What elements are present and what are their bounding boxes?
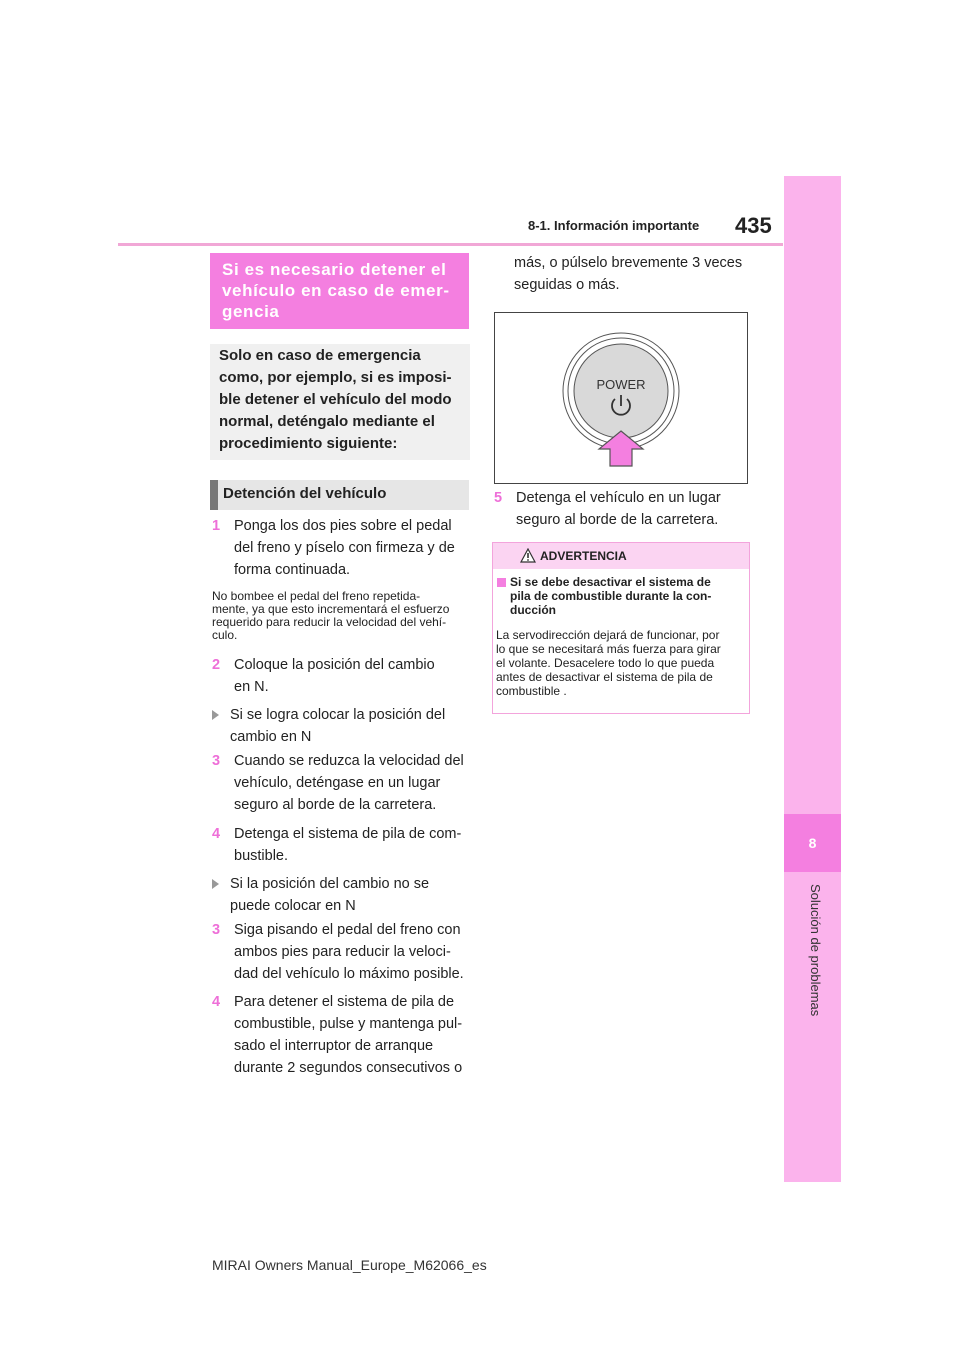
step-text: Siga pisando el pedal del freno con ambos pies para reducir la veloci- dad del vehículo lo máximo posible. [234, 922, 464, 982]
chapter-title: Solución de problemas [808, 884, 823, 1017]
step-text: Detenga el sistema de pila de com- bustible. [234, 826, 462, 864]
warning-subtitle: Si se debe desactivar el sistema de pila de combustible durante la con- ducción [510, 575, 712, 617]
warning-icon [520, 548, 536, 563]
page-number: 435 [735, 213, 772, 238]
continued-step-text: más, o púlselo brevemente 3 veces seguidas o más. [514, 255, 743, 293]
warning-body: La servodirección dejará de funcionar, por lo que se necesitará más fuerza para girar el volante. Desacelere todo lo que pueda antes de desactivar el sistema de pila de combustible . [496, 628, 721, 698]
bullet-text: Si se logra colocar la posición del cambio en N [230, 707, 446, 745]
note-text: No bombee el pedal del freno repetida- mente, ya que esto incrementará el esfuerzo requerido para reducir la velocidad del vehí- culo. [212, 589, 450, 642]
footer-text: MIRAI Owners Manual_Europe_M62066_es [212, 1257, 487, 1273]
bullet-text: Si la posición del cambio no se puede colocar en N [230, 876, 430, 914]
step-number: 2 [212, 657, 221, 673]
section-label: 8-1. Información importante [528, 218, 700, 233]
step-number: 5 [494, 490, 503, 506]
triangle-bullet-icon [212, 879, 219, 889]
power-label: POWER [596, 377, 646, 392]
step-number: 4 [212, 994, 221, 1010]
chapter-number: 8 [808, 835, 817, 851]
step-text: Ponga los dos pies sobre el pedal del freno y píselo con firmeza y de forma continuada. [234, 518, 455, 578]
header-rule [118, 243, 783, 246]
step-number: 3 [212, 753, 221, 769]
intro-text: Solo en caso de emergencia como, por ejemplo, si es imposi- ble detener el vehículo del modo normal, deténgalo mediante el procedimiento siguiente: [219, 347, 452, 452]
warning-title: ADVERTENCIA [540, 549, 627, 563]
step-number: 3 [212, 922, 221, 938]
power-switch-illustration [494, 312, 748, 484]
step-text: Para detener el sistema de pila de combustible, pulse y mantenga pul- sado el interruptor de arranque durante 2 segundos consecutivos o [234, 994, 463, 1076]
step-number: 1 [212, 518, 221, 534]
step-text: Cuando se reduzca la velocidad del vehículo, deténgase en un lugar seguro al borde de la carretera. [234, 753, 464, 813]
subheading: Detención del vehículo [223, 485, 387, 502]
step-text: Detenga el vehículo en un lugar seguro al borde de la carretera. [516, 490, 721, 528]
step-number: 4 [212, 826, 221, 842]
square-bullet-icon [497, 578, 506, 587]
section-title: Si es necesario detener el vehículo en caso de emer-gencia [222, 260, 450, 321]
step-text: Coloque la posición del cambio en N. [234, 657, 435, 695]
triangle-bullet-icon [212, 710, 219, 720]
power-button-icon [495, 313, 747, 483]
